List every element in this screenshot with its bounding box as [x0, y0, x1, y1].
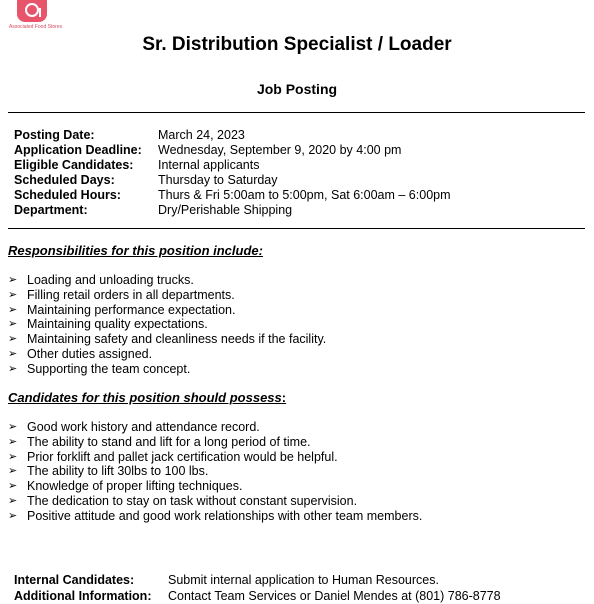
arrow-bullet-icon: ➢	[8, 509, 18, 522]
divider	[8, 228, 585, 229]
detail-value: Thurs & Fri 5:00am to 5:00pm, Sat 6:00am – 6:00pm	[158, 188, 451, 202]
footer-row	[14, 588, 501, 604]
detail-label: Posting Date:	[14, 128, 95, 142]
cart-logo-icon	[17, 0, 47, 22]
detail-label: Eligible Candidates:	[14, 158, 134, 172]
page-subtitle: Job Posting	[256, 81, 338, 97]
list-item: ➢ The dedication to stay on task without constant supervision.	[8, 493, 358, 508]
arrow-bullet-icon: ➢	[8, 288, 18, 301]
footer-label: Internal Candidates:	[14, 573, 135, 587]
detail-row	[14, 188, 451, 203]
responsibilities-list	[8, 273, 326, 377]
list-item: ➢ Loading and unloading trucks.	[8, 273, 194, 287]
list-item: ➢ The ability to lift 30lbs to 100 lbs.	[8, 464, 209, 479]
candidates-heading: Candidates for this position should possess:	[8, 390, 287, 405]
list-item: ➢ Filling retail orders in all departments.	[8, 287, 235, 302]
list-item: ➢ Maintaining performance expectation.	[8, 302, 236, 317]
detail-label: Scheduled Hours:	[14, 188, 121, 202]
arrow-bullet-icon: ➢	[8, 450, 18, 463]
list-item: ➢ Knowledge of proper lifting techniques.	[8, 479, 243, 494]
list-item: ➢ Prior forklift and pallet jack certification would be helpful.	[8, 449, 338, 464]
detail-label: Application Deadline:	[14, 143, 142, 157]
footer-label: Additional Information:	[14, 589, 152, 603]
detail-value: Thursday to Saturday	[158, 173, 278, 187]
list-item: ➢ Positive attitude and good work relationships with other team members.	[8, 508, 423, 523]
arrow-bullet-icon: ➢	[8, 480, 18, 493]
responsibilities-heading: Responsibilities for this position include:	[8, 243, 263, 258]
detail-value: March 24, 2023	[158, 128, 245, 142]
detail-row	[14, 143, 451, 158]
footer-value: Submit internal application to Human Resources.	[168, 573, 439, 587]
arrow-bullet-icon: ➢	[8, 347, 18, 360]
arrow-bullet-icon: ➢	[8, 421, 18, 433]
arrow-bullet-icon: ➢	[8, 303, 18, 316]
job-details	[14, 128, 451, 218]
list-item: ➢ Maintaining safety and cleanliness needs if the facility.	[8, 332, 327, 347]
list-item: ➢ Supporting the team concept.	[8, 361, 191, 376]
detail-label: Department:	[14, 203, 88, 217]
arrow-bullet-icon: ➢	[8, 274, 18, 286]
arrow-bullet-icon: ➢	[8, 362, 18, 375]
detail-row	[14, 203, 451, 218]
page-title: Sr. Distribution Specialist / Loader	[142, 34, 452, 55]
detail-label: Scheduled Days:	[14, 173, 115, 187]
detail-row	[14, 158, 451, 173]
company-logo	[9, 0, 63, 32]
footer-row	[14, 572, 501, 588]
list-item: ➢ Good work history and attendance record.	[8, 420, 260, 434]
list-item: ➢ The ability to stand and lift for a long period of time.	[8, 434, 311, 449]
arrow-bullet-icon: ➢	[8, 333, 18, 346]
divider	[8, 112, 585, 113]
candidates-list	[8, 420, 422, 524]
detail-row	[14, 173, 451, 188]
detail-value: Wednesday, September 9, 2020 by 4:00 pm	[158, 143, 402, 157]
footer-info	[14, 572, 501, 604]
arrow-bullet-icon: ➢	[8, 494, 18, 507]
arrow-bullet-icon: ➢	[8, 435, 18, 448]
list-item: ➢ Other duties assigned.	[8, 346, 153, 361]
logo-text: Associated Food Stores	[9, 24, 63, 30]
list-item: ➢ Maintaining quality expectations.	[8, 317, 208, 332]
detail-row	[14, 128, 451, 143]
arrow-bullet-icon: ➢	[8, 318, 18, 331]
footer-value: Contact Team Services or Daniel Mendes at (801) 786-8778	[168, 589, 501, 603]
detail-value: Dry/Perishable Shipping	[158, 203, 293, 217]
arrow-bullet-icon: ➢	[8, 465, 18, 478]
detail-value: Internal applicants	[158, 158, 260, 172]
